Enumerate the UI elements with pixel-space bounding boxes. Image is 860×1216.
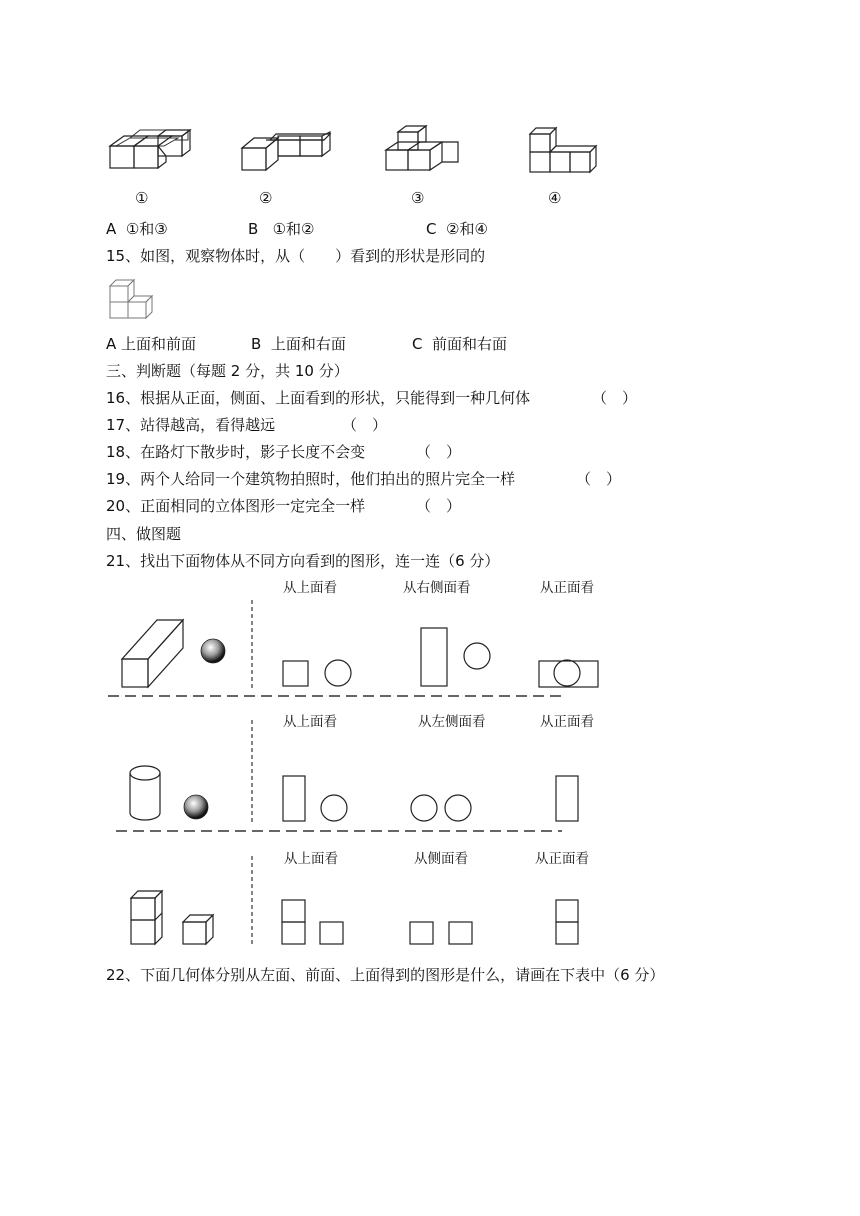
answer-letter: A — [106, 220, 117, 238]
judge-item-20: 20、正面相同的立体图形一定完全一样 — [106, 497, 366, 515]
view-circle — [464, 643, 490, 669]
judge-blank-17[interactable]: （ ） — [342, 416, 388, 434]
view-square — [283, 661, 308, 686]
view-wide-rect — [539, 661, 598, 687]
view-label-front: 从正面看 — [535, 851, 589, 867]
judge-item-19: 19、两个人给同一个建筑物拍照时，他们拍出的照片完全一样 — [106, 470, 516, 488]
answer-letter: B — [251, 335, 262, 353]
ball-shape — [184, 795, 208, 819]
q22-question: 22、下面几何体分别从左面、前面、上面得到的图形是什么，请画在下表中（6 分） — [106, 966, 665, 984]
answer-text: 前面和右面 — [432, 335, 508, 353]
judge-item-17: 17、站得越高，看得越远 — [106, 416, 276, 434]
judge-item-18: 18、在路灯下散步时，影子长度不会变 — [106, 443, 366, 461]
judge-blank-20[interactable]: （ ） — [416, 497, 462, 515]
answer-text: ①和③ — [125, 220, 168, 238]
view-circle — [411, 795, 437, 821]
view-circle — [321, 795, 347, 821]
view-label-top: 从上面看 — [283, 580, 337, 596]
view-circle — [445, 795, 471, 821]
answer-letter: B — [248, 220, 259, 238]
view-label-top: 从上面看 — [284, 851, 338, 867]
view-square — [282, 900, 305, 922]
answer-letter: C — [412, 335, 423, 353]
view-square — [449, 922, 472, 944]
view-square — [410, 922, 433, 944]
answer-text: 上面和前面 — [121, 335, 197, 353]
view-square — [556, 922, 578, 944]
view-label-side: 从侧面看 — [414, 851, 468, 867]
view-tall-rect — [556, 776, 578, 821]
view-label-top: 从上面看 — [283, 714, 337, 730]
ball-shape — [201, 639, 225, 663]
single-cube-shape — [183, 915, 213, 944]
view-label-front: 从正面看 — [540, 580, 594, 596]
answer-letter: C — [426, 220, 437, 238]
section3-heading: 三、判断题（每题 2 分，共 10 分） — [106, 362, 349, 380]
view-tall-rect — [421, 628, 447, 686]
judge-blank-16[interactable]: （ ） — [592, 389, 638, 407]
judge-item-16: 16、根据从正面，侧面、上面看到的形状，只能得到一种几何体 — [106, 389, 531, 407]
view-square — [320, 922, 343, 944]
answer-text: ①和② — [272, 220, 315, 238]
answer-text: ②和④ — [446, 220, 488, 238]
view-square — [556, 900, 578, 922]
option-mark-1: ① — [135, 189, 149, 207]
option-mark-2: ② — [259, 189, 273, 207]
judge-blank-18[interactable]: （ ） — [416, 443, 462, 461]
option-mark-3: ③ — [411, 189, 425, 207]
stacked-cubes-shape — [131, 891, 162, 944]
cylinder-shape — [130, 766, 160, 820]
cuboid-shape — [122, 620, 183, 687]
view-square — [282, 922, 305, 944]
q21-question: 21、找出下面物体从不同方向看到的图形，连一连（6 分） — [106, 552, 500, 570]
answer-text: 上面和右面 — [270, 335, 346, 353]
section4-heading: 四、做图题 — [106, 525, 182, 543]
view-circle — [325, 660, 351, 686]
view-circle — [554, 660, 580, 686]
judge-blank-19[interactable]: （ ） — [576, 470, 622, 488]
option-mark-4: ④ — [548, 189, 562, 207]
q15-question: 15、如图，观察物体时，从（ ）看到的形状是形同的 — [106, 247, 486, 265]
view-tall-rect — [283, 776, 305, 821]
answer-letter: A — [106, 335, 117, 353]
view-label-left: 从左侧面看 — [418, 714, 486, 730]
view-label-front: 从正面看 — [540, 714, 594, 730]
view-label-right: 从右侧面看 — [403, 580, 471, 596]
